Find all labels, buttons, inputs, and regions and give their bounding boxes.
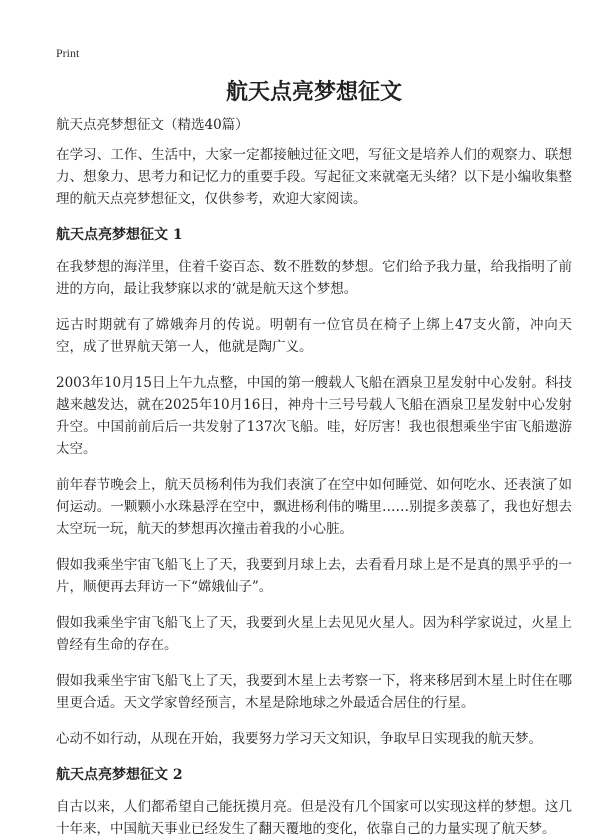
paragraph: 假如我乘坐宇宙飞船飞上了天，我要到月球上去，去看看月球上是不是真的黑乎乎的一片，顺便再去拜访一下“嫦娥仙子”。 bbox=[56, 557, 572, 595]
paragraph: 假如我乘坐宇宙飞船飞上了天，我要到火星上去见见火星人。因为科学家说过，火星上曾经有生命的存在。 bbox=[56, 615, 572, 653]
paragraph: 前年春节晚会上，航天员杨利伟为我们表演了在空中如何睡觉、如何吃水、还表演了如何运动。一颗颗小水珠悬浮在空中，飘进杨利伟的嘴里……别提多羡慕了，我也好想去太空玩一玩，航天的梦想再次撞击着我的小心脏。 bbox=[56, 477, 572, 537]
paragraph: 2003年10月15日上午九点整，中国的第一艘载人飞船在酒泉卫星发射中心发射。科技越来越发达，就在2025年10月16日，神舟十三号号载人飞船在酒泉卫星发射中心发射升空。中国前前后后一共发射了137次飞船。哇，好厉害！我也很想乘坐宇宙飞船遨游太空。 bbox=[56, 375, 572, 457]
paragraph: 远古时期就有了嫦娥奔月的传说。明朝有一位官员在椅子上绑上47支火箭，冲向天空，成了世界航天第一人，他就是陶广义。 bbox=[56, 317, 572, 355]
subtitle: 航天点亮梦想征文（精选40篇） bbox=[56, 117, 249, 133]
page-title: 航天点亮梦想征文 bbox=[225, 79, 402, 105]
section-heading-1: 航天点亮梦想征文 1 bbox=[56, 227, 183, 243]
intro-paragraph: 在学习、工作、生活中，大家一定都接触过征文吧，写征文是培养人们的观察力、联想力、想象力、思考力和记忆力的重要手段。写起征文来就毫无头绪？以下是小编收集整理的航天点亮梦想征文，仅供参考，欢迎大家阅读。 bbox=[56, 147, 572, 207]
section-heading-2: 航天点亮梦想征文 2 bbox=[56, 767, 183, 783]
print-link[interactable]: Print bbox=[56, 46, 80, 60]
paragraph: 自古以来，人们都希望自己能抚摸月亮。但是没有几个国家可以实现这样的梦想。这几十年来，中国航天事业已经发生了翻天覆地的变化，依靠自己的力量实现了航天梦。 bbox=[56, 799, 572, 837]
paragraph: 假如我乘坐宇宙飞船飞上了天，我要到木星上去考察一下，将来移居到木星上时住在哪里更合适。天文学家曾经预言，木星是除地球之外最适合居住的行星。 bbox=[56, 673, 572, 711]
paragraph: 心动不如行动，从现在开始，我要努力学习天文知识，争取早日实现我的航天梦。 bbox=[56, 731, 542, 747]
paragraph: 在我梦想的海洋里，住着千姿百态、数不胜数的梦想。它们给予我力量，给我指明了前进的方向，最让我梦寐以求的‘就是航天这个梦想。 bbox=[56, 259, 572, 297]
